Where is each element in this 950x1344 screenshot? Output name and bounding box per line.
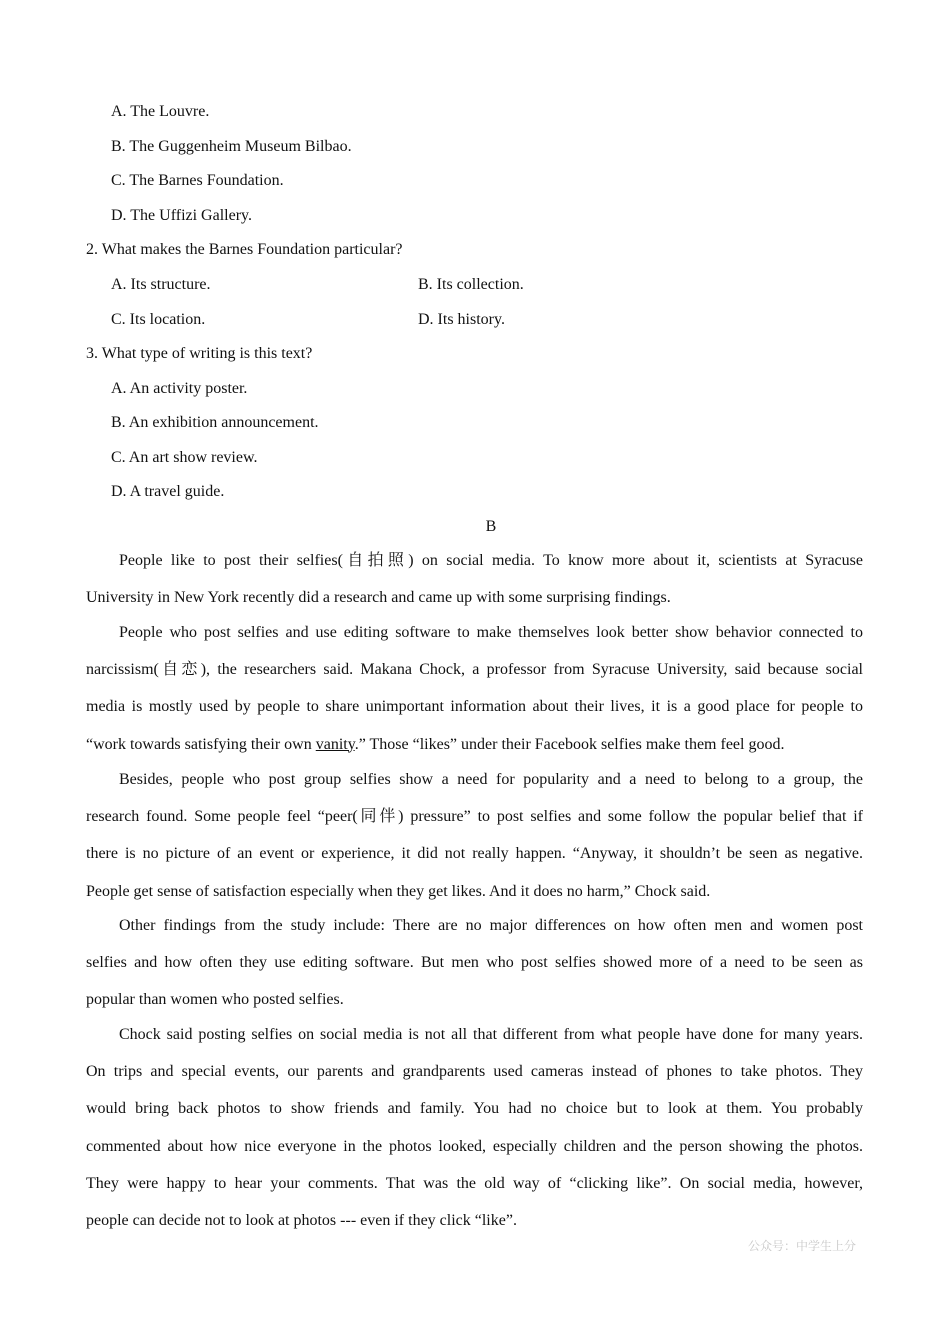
q3-option-c: C. An art show review. xyxy=(111,449,258,466)
q2-option-a: A. Its structure. xyxy=(111,276,211,293)
text-line: there is no picture of an event or experience, it did not really happen. “Anyway, it shouldn’t be seen as negative. xyxy=(86,845,863,863)
passage-paragraph-5 xyxy=(86,1025,863,1248)
section-label: B xyxy=(485,518,497,535)
text-line: selfies and how often they use editing software. But men who post selfies showed more of a need to be seen as xyxy=(86,954,863,972)
underlined-word-vanity: vanity xyxy=(315,735,355,753)
watermark: 公众号：中学生上分 xyxy=(748,1239,857,1253)
text-line: People who post selfies and use editing software to make themselves look better show behavior connected to xyxy=(119,624,863,641)
text-line: University in New York recently did a research and came up with some surprising findings. xyxy=(86,589,671,607)
text-line: Chock said posting selfies on social media is not all that different from what people have done for many years. xyxy=(119,1026,863,1043)
passage-paragraph-1 xyxy=(86,551,863,625)
q3-question: 3. What type of writing is this text? xyxy=(86,345,313,362)
text-line: popular than women who posted selfies. xyxy=(86,991,344,1009)
q2-option-c: C. Its location. xyxy=(111,311,206,328)
text-line: research found. Some people feel “peer(同伴) pressure” to post selfies and some follow the popular belief that if xyxy=(86,808,863,826)
text-line: People get sense of satisfaction especially when they get likes. And it does no harm,” Chock said. xyxy=(86,882,711,900)
passage-paragraph-2 xyxy=(86,623,863,772)
text-line xyxy=(86,735,863,772)
q2-option-d: D. Its history. xyxy=(418,311,505,328)
text-line: They were happy to hear your comments. That was the old way of “clicking like”. On social media, however, xyxy=(86,1174,863,1192)
passage-paragraph-3 xyxy=(86,770,863,919)
q2-question: 2. What makes the Barnes Foundation particular? xyxy=(86,241,403,258)
text-line: On trips and special events, our parents and grandparents used cameras instead of phones to take photos. They xyxy=(86,1063,863,1081)
passage-paragraph-4 xyxy=(86,916,863,1028)
q3-option-b: B. An exhibition announcement. xyxy=(111,414,319,431)
q1-option-a: A. The Louvre. xyxy=(111,103,210,120)
text-line: Besides, people who post group selfies show a need for popularity and a need to belong to a group, the xyxy=(119,771,863,788)
text-line: Other findings from the study include: There are no major differences on how often men and women post xyxy=(119,917,863,934)
text-line: People like to post their selfies(自拍照) on social media. To know more about it, scientists at Syracuse xyxy=(119,552,863,569)
q3-option-a: A. An activity poster. xyxy=(111,380,248,397)
text-line: commented about how nice everyone in the photos looked, especially children and the person showing the photos. xyxy=(86,1137,863,1155)
q1-option-d: D. The Uffizi Gallery. xyxy=(111,207,252,224)
q2-option-b: B. Its collection. xyxy=(418,276,524,293)
text-line: would bring back photos to show friends and family. You had no choice but to look at them. You probably xyxy=(86,1100,863,1118)
q1-option-c: C. The Barnes Foundation. xyxy=(111,172,284,189)
q1-option-b: B. The Guggenheim Museum Bilbao. xyxy=(111,138,352,155)
text-fragment: “work towards satisfying their own xyxy=(86,735,316,753)
text-line: people can decide not to look at photos --- even if they click “like”. xyxy=(86,1211,517,1229)
text-line: media is mostly used by people to share unimportant information about their lives, it is a good place for people to xyxy=(86,698,863,716)
text-fragment: .” Those “likes” under their Facebook selfies make them feel good. xyxy=(354,735,785,753)
q3-option-d: D. A travel guide. xyxy=(111,483,225,500)
text-line: narcissism(自恋), the researchers said. Makana Chock, a professor from Syracuse University, said because social xyxy=(86,661,863,679)
